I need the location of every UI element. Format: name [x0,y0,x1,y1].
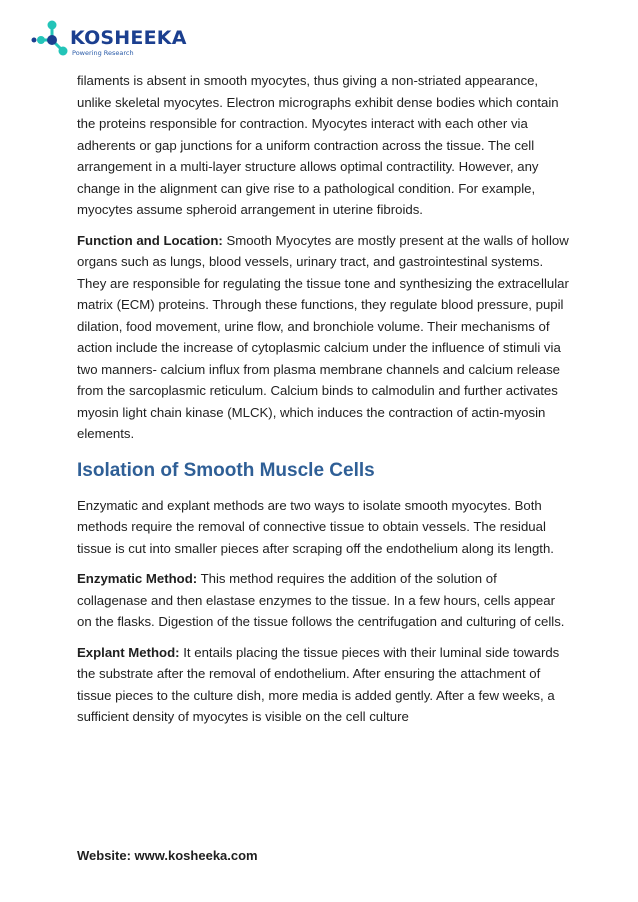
paragraph-function-location [77,230,569,445]
function-location-text: Smooth Myocytes are mostly present at the walls of hollow organs such as lungs, blood vessels, urinary tract, and gastrointestinal systems. They are responsible for regulating the tissue tone and synthesizing the extracellular matrix (ECM) proteins. Through these functions, they regulate blood pressure, pupil dilation, food movement, urine flow, and bronchiole volume. Their mechanisms of action include the increase of cytoplasmic calcium under the influence of stimuli via two manners- calcium influx from plasma membrane channels and calcium release from the sarcoplasmic reticulum. Calcium binds to calmodulin and further activates myosin light chain kinase (MLCK), which induces the contraction of actin-myosin elements. [77,232,569,441]
enzymatic-method-text: This method requires the addition of the solution of collagenase and then elastase enzymes to the tissue. In a few hours, cells appear on the flasks. Digestion of the tissue follows the centrifugation and culturing of cells. [77,571,565,629]
footer-website: Website: www.kosheeka.com [77,848,258,863]
enzymatic-method-label: Enzymatic Method: [77,571,198,586]
brand-tagline: Powering Research [72,49,134,57]
document-body [77,70,569,737]
paragraph-explant-method [77,642,569,728]
explant-method-label: Explant Method: [77,644,180,660]
section-heading: Isolation of Smooth Muscle Cells [77,459,375,481]
paragraph-isolation-intro: Enzymatic and explant methods are two ways to isolate smooth myocytes. Both methods require the removal of connective tissue to obtain vessels. The residual tissue is cut into smaller pieces after scraping off the endothelium along its length. [77,497,554,556]
function-location-label: Function and Location: [77,232,223,248]
paragraph-enzymatic-method [77,568,569,633]
brand-logo [30,18,200,64]
molecule-icon [30,18,72,64]
explant-method-text: It entails placing the tissue pieces with their luminal side towards the substrate after the removal of endothelium. After ensuring the attachment of tissue pieces to the culture dish, more media is added gently. After a few weeks, a sufficient density of myocytes is visible on the cell culture [77,644,560,724]
brand-name: KOSHEEKA [70,27,187,49]
paragraph-myocyte-structure: filaments is absent in smooth myocytes, thus giving a non-striated appearance, unlike skeletal myocytes. Electron micrographs exhibit dense bodies which contain the proteins responsible for contraction. Myocytes interact with each other via adherents or gap junctions for a uniform contraction across the tissue. The cell arrangement in a multi-layer structure allows optimal contractility. However, any change in the alignment can give rise to a pathological condition. For example, myocytes assume spheroid arrangement in uterine fibroids. [77,73,559,217]
